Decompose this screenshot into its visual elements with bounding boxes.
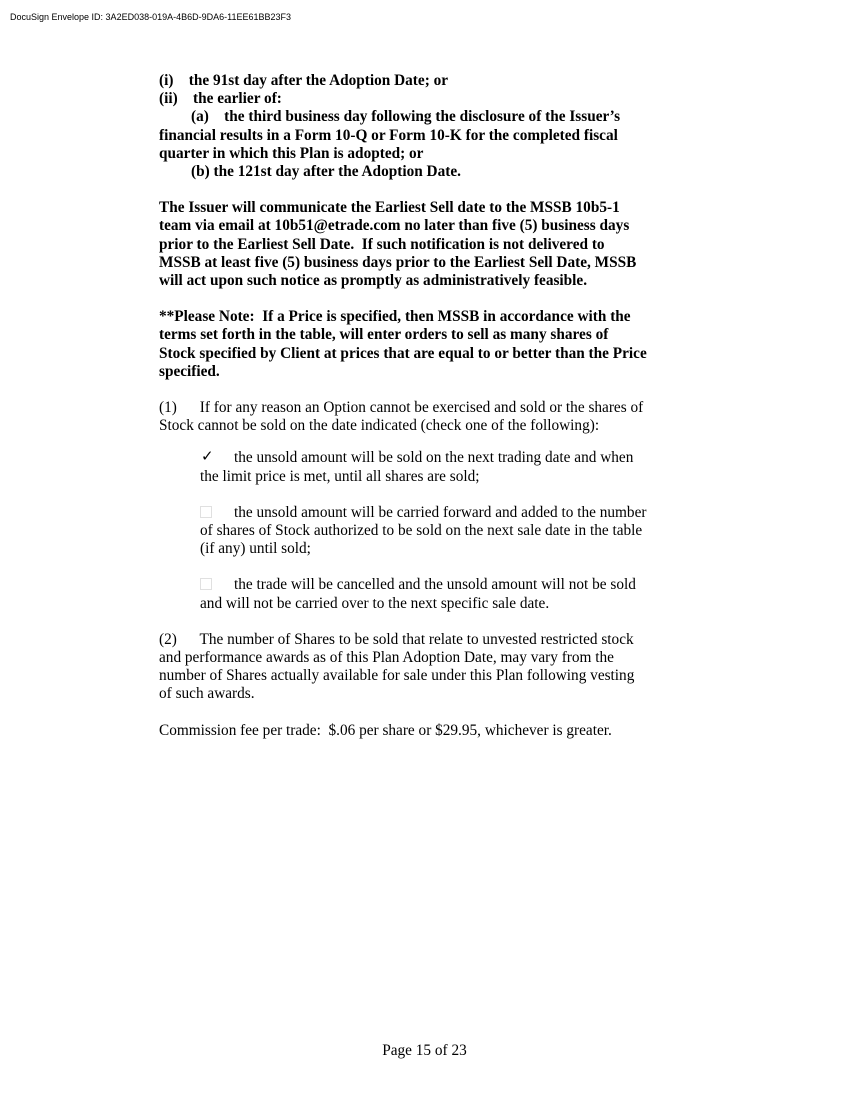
option-line: (if any) until sold;	[200, 540, 311, 558]
section-2-line: (2) The number of Shares to be sold that relate to unvested restricted stock	[159, 630, 634, 648]
section-2-line: and performance awards as of this Plan Adoption Date, may vary from the	[159, 649, 614, 667]
issuer-communication-paragraph	[159, 199, 694, 290]
section-1-line: Stock cannot be sold on the date indicated (check one of the following):	[159, 417, 600, 435]
document-body	[159, 72, 694, 740]
option-carry-forward	[200, 504, 694, 559]
option-line: the unsold amount will be carried forward and added to the number	[234, 503, 647, 521]
empty-checkbox-icon[interactable]	[200, 578, 212, 590]
option-cancel-trade	[200, 576, 694, 612]
option-sell-next-trading-date	[200, 449, 694, 485]
price-note-paragraph	[159, 308, 694, 381]
checked-checkbox-icon[interactable]	[200, 451, 212, 463]
docusign-envelope-id: DocuSign Envelope ID: 3A2ED038-019A-4B6D-9DA6-11EE61BB23F3	[10, 12, 291, 22]
condition-i: (i) the 91st day after the Adoption Date; or	[159, 72, 449, 89]
condition-b: (b) the 121st day after the Adoption Date.	[191, 163, 461, 181]
option-line: the limit price is met, until all shares are sold;	[200, 467, 480, 485]
paragraph-line: specified.	[159, 362, 220, 380]
option-line: and will not be carried over to the next specific sale date.	[200, 594, 550, 612]
paragraph-line: **Please Note: If a Price is specified, then MSSB in accordance with the	[159, 308, 631, 326]
commission-fee: Commission fee per trade: $.06 per share or $29.95, whichever is greater.	[159, 721, 612, 739]
empty-checkbox-icon[interactable]	[200, 506, 212, 518]
option-line: the trade will be cancelled and the unsold amount will not be sold	[234, 576, 636, 594]
paragraph-line: MSSB at least five (5) business days prior to the Earliest Sell Date, MSSB	[159, 253, 637, 271]
paragraph-line: prior to the Earliest Sell Date. If such notification is not delivered to	[159, 235, 605, 253]
paragraph-line: Stock specified by Client at prices that are equal to or better than the Price	[159, 344, 647, 362]
condition-a-line-3: quarter in which this Plan is adopted; or	[159, 144, 424, 162]
earliest-sell-conditions	[159, 72, 694, 181]
section-2	[159, 631, 694, 704]
condition-ii: (ii) the earlier of:	[159, 90, 282, 108]
option-line: of shares of Stock authorized to be sold on the next sale date in the table	[200, 522, 643, 540]
section-2-line: number of Shares actually available for sale under this Plan following vesting	[159, 667, 635, 685]
section-2-line: of such awards.	[159, 685, 255, 703]
condition-a-line-1: (a) the third business day following the disclosure of the Issuer’s	[191, 108, 621, 126]
page-number: Page 15 of 23	[382, 1042, 467, 1059]
condition-a-line-2: financial results in a Form 10-Q or Form 10-K for the completed fiscal	[159, 126, 618, 144]
paragraph-line: team via email at 10b51@etrade.com no later than five (5) business days	[159, 217, 630, 235]
section-1	[159, 399, 694, 435]
option-line: the unsold amount will be sold on the next trading date and when	[234, 449, 634, 467]
paragraph-line: will act upon such notice as promptly as administratively feasible.	[159, 272, 588, 290]
paragraph-line: The Issuer will communicate the Earliest Sell date to the MSSB 10b5-1	[159, 199, 620, 217]
paragraph-line: terms set forth in the table, will enter orders to sell as many shares of	[159, 326, 609, 344]
section-1-line: (1) If for any reason an Option cannot be exercised and sold or the shares of	[159, 399, 644, 417]
